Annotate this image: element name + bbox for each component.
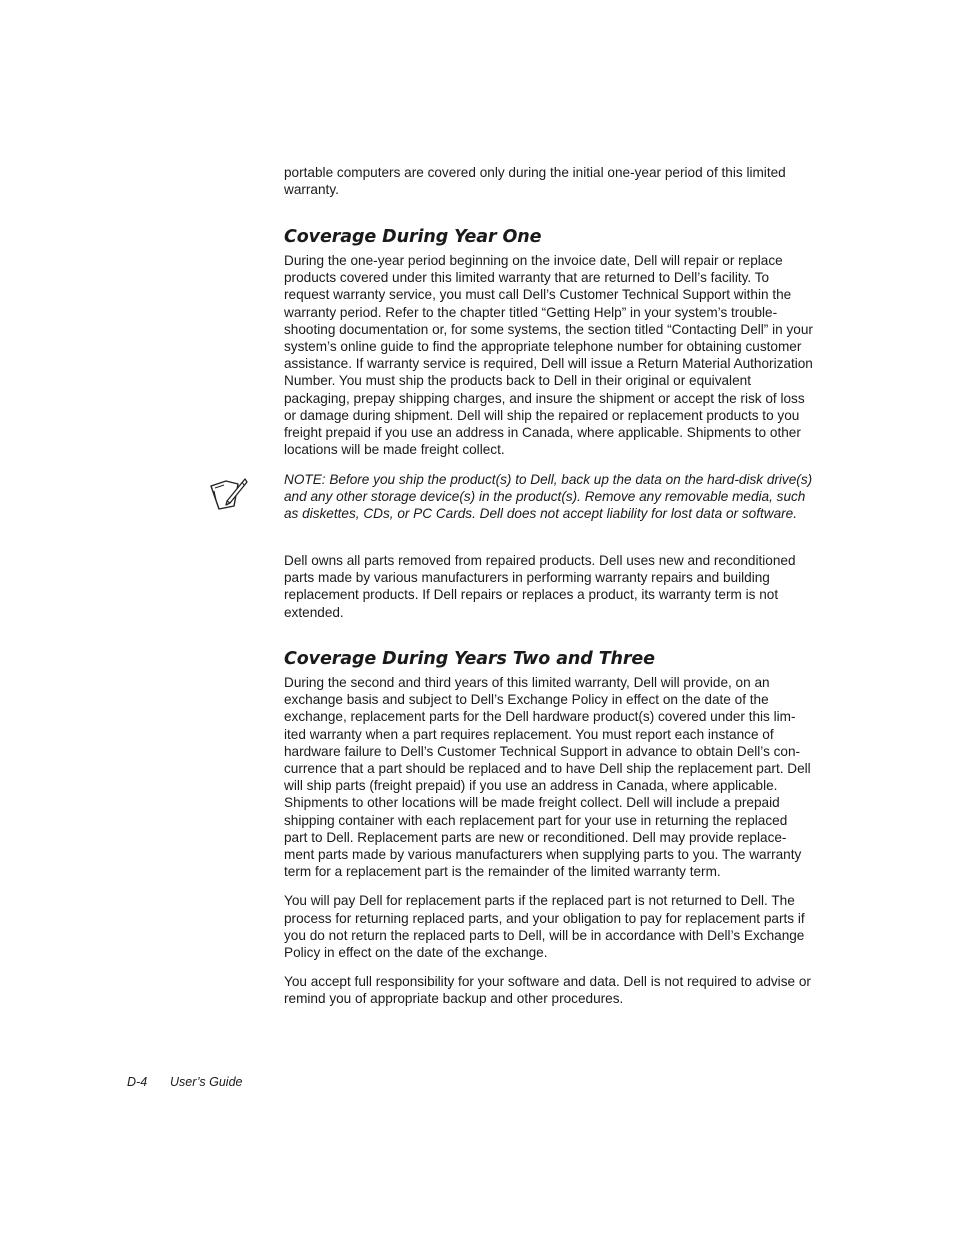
year-one-paragraph: During the one-year period beginning on the invoice date, Dell will repair or replace products covered under this limited warranty that are returned to Dell’s facility. To request warranty service, you must call Dell’s Customer Technical Support within the warranty period. Refer to the chapter titled “Getting Help” in your system’s trouble-shooting documentation or, for some systems, the section titled “Contacting Dell” in your system’s online guide to find the appropriate telephone number for obtaining customer assistance. If warranty service is required, Dell will issue a Return Material Authorization Number. You must ship the products back to Dell in their original or equivalent packaging, prepay shipping charges, and insure the shipment or accept the risk of loss or damage during shipment. Dell will ship the repaired or replacement products to you freight prepaid if you use an address in Canada, where applicable. Shipments to other locations will be made freight collect. bbox=[284, 253, 813, 458]
page-footer bbox=[127, 1075, 243, 1089]
section-heading-years-two-three: Coverage During Years Two and Three bbox=[284, 649, 655, 669]
section-year-one bbox=[284, 226, 814, 458]
note-text: NOTE: Before you ship the product(s) to Dell, back up the data on the hard-disk drive(s) and any other storage device(s) in the product(s). Remove any removable media, such as diskettes, CDs, or PC Cards. Dell does not accept liability for lost data or software. bbox=[284, 472, 813, 522]
intro-paragraph: portable computers are covered only during the initial one-year period of this limited warranty. bbox=[284, 165, 786, 198]
section-years-two-three bbox=[284, 648, 814, 1008]
years-two-three-paragraph: During the second and third years of this limited warranty, Dell will provide, on an exchange basis and subject to Dell’s Exchange Policy in effect on the date of the exchange, replacement parts for the Dell hardware product(s) covered under this lim-ited warranty when a part requires replacement. You must report each instance of hardware failure to Dell’s Customer Technical Support in advance to obtain Dell’s con-currence that a part should be replaced and to have Dell ship the replacement part. Dell will ship parts (freight prepaid) if you use an address in Canada, where applicable. Shipments to other locations will be made freight collect. Dell will include a prepaid shipping container with each replacement part for your use in returning the replaced part to Dell. Replacement parts are new or reconditioned. Dell may provide replace-ment parts made by various manufacturers when supplying parts to you. The warranty term for a replacement part is the remainder of the limited warranty term. bbox=[284, 675, 811, 880]
section-heading-year-one: Coverage During Year One bbox=[284, 227, 542, 247]
document-title: User’s Guide bbox=[170, 1075, 243, 1089]
note-block bbox=[284, 471, 814, 523]
responsibility-paragraph: You accept full responsibility for your software and data. Dell is not required to advise or remind you of appropriate backup and other procedures. bbox=[284, 974, 811, 1007]
page-number: D-4 bbox=[127, 1075, 148, 1089]
intro-paragraph-block bbox=[284, 164, 814, 198]
replacement-payment-paragraph: You will pay Dell for replacement parts if the replaced part is not returned to Dell. The process for returning replaced parts, and your obligation to pay for replacement parts if you do not return the replaced parts to Dell, will be in accordance with Dell’s Exchange Policy in effect on the date of the exchange. bbox=[284, 893, 805, 961]
year-one-parts-paragraph: Dell owns all parts removed from repaired products. Dell uses new and reconditioned parts made by various manufacturers in performing warranty repairs and building replacement products. If Dell repairs or replaces a product, its warranty term is not extended. bbox=[284, 553, 796, 620]
parts-paragraph-block bbox=[284, 552, 814, 621]
note-pencil-icon bbox=[208, 476, 248, 512]
